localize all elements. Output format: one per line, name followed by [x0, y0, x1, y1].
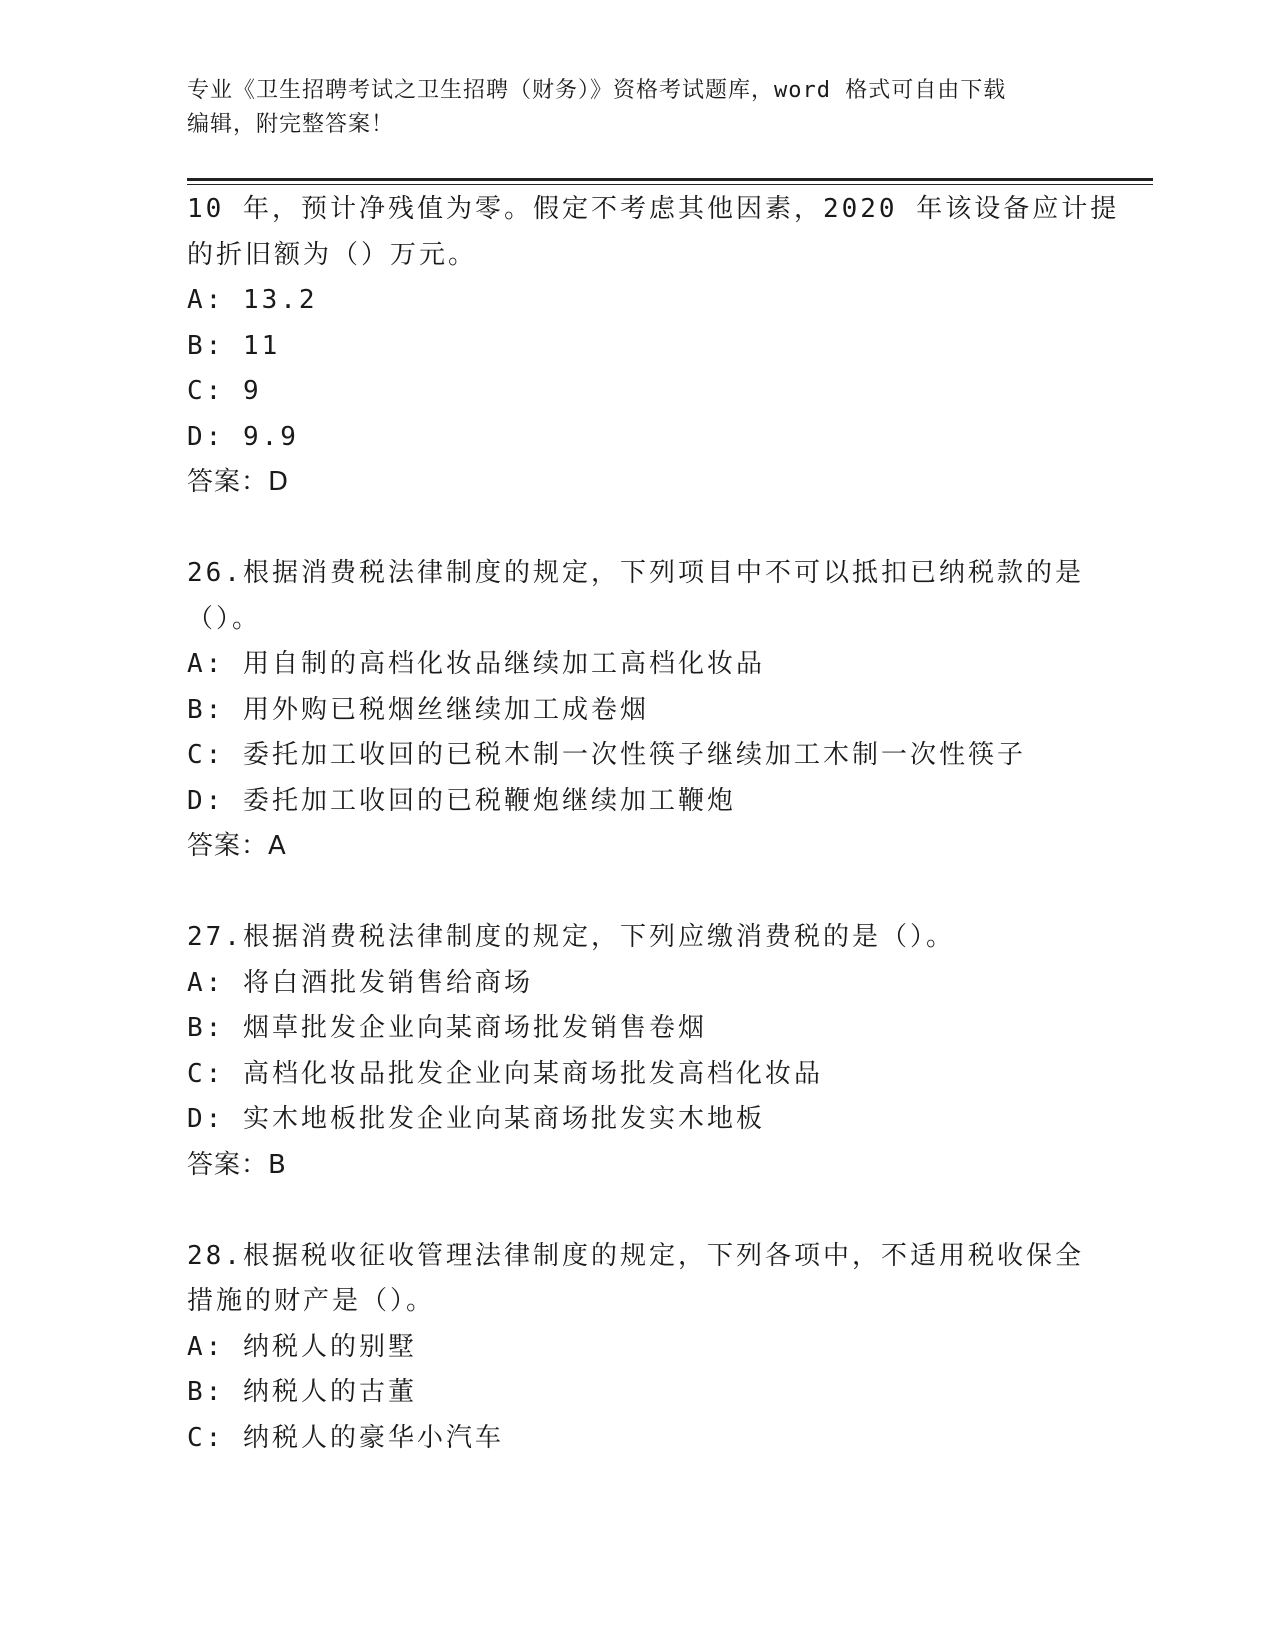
question-25 [187, 187, 1120, 506]
question-26 [187, 551, 1087, 870]
option-b: B: 烟草批发企业向某商场批发销售卷烟 [187, 1013, 707, 1043]
option-a: A: 13.2 [187, 285, 318, 315]
header-divider-thin [187, 184, 1153, 185]
option-c: C: 委托加工收回的已税木制一次性筷子继续加工木制一次性筷子 [187, 740, 1026, 770]
question-stem: 的折旧额为（）万元。 [187, 239, 478, 270]
option-c: C: 9 [187, 376, 262, 406]
option-d: D: 委托加工收回的已税鞭炮继续加工鞭炮 [187, 785, 736, 816]
question-stem: 27.根据消费税法律制度的规定，下列应缴消费税的是（）。 [187, 922, 955, 952]
answer-line: 答案：D [187, 467, 290, 497]
answer-line: 答案：A [187, 831, 287, 861]
question-28 [187, 1234, 1087, 1462]
document-header [187, 74, 1087, 142]
option-d: D: 9.9 [187, 421, 299, 452]
question-stem: 措施的财产是（）。 [187, 1286, 436, 1316]
question-spacer [187, 870, 1087, 916]
option-d: D: 实木地板批发企业向某商场批发实木地板 [187, 1104, 765, 1134]
question-spacer [187, 1188, 1087, 1234]
question-spacer [187, 506, 1087, 552]
header-divider-thick [187, 178, 1153, 181]
question-stem: （）。 [187, 603, 262, 634]
question-stem: 10 年，预计净残值为零。假定不考虑其他因素，2020 年该设备应计提 [187, 194, 1120, 224]
question-stem: 26.根据消费税法律制度的规定，下列项目中不可以抵扣已纳税款的是 [187, 558, 1084, 588]
header-line-2: 编辑，附完整答案！ [187, 112, 395, 137]
answer-line: 答案：B [187, 1149, 287, 1180]
question-stem: 28.根据税收征收管理法律制度的规定，下列各项中，不适用税收保全 [187, 1240, 1084, 1271]
option-a: A: 将白酒批发销售给商场 [187, 967, 533, 998]
option-c: C: 高档化妆品批发企业向某商场批发高档化妆品 [187, 1058, 823, 1089]
header-line-1: 专业《卫生招聘考试之卫生招聘（财务）》资格考试题库，word 格式可自由下载 [187, 78, 1007, 103]
question-list [187, 187, 1120, 1461]
option-a: A: 纳税人的别墅 [187, 1331, 417, 1362]
option-c: C: 纳税人的豪华小汽车 [187, 1422, 504, 1453]
question-27 [187, 915, 1087, 1188]
option-b: B: 11 [187, 330, 281, 361]
option-b: B: 用外购已税烟丝继续加工成卷烟 [187, 694, 649, 725]
option-a: A: 用自制的高档化妆品继续加工高档化妆品 [187, 649, 765, 679]
option-b: B: 纳税人的古董 [187, 1377, 417, 1407]
